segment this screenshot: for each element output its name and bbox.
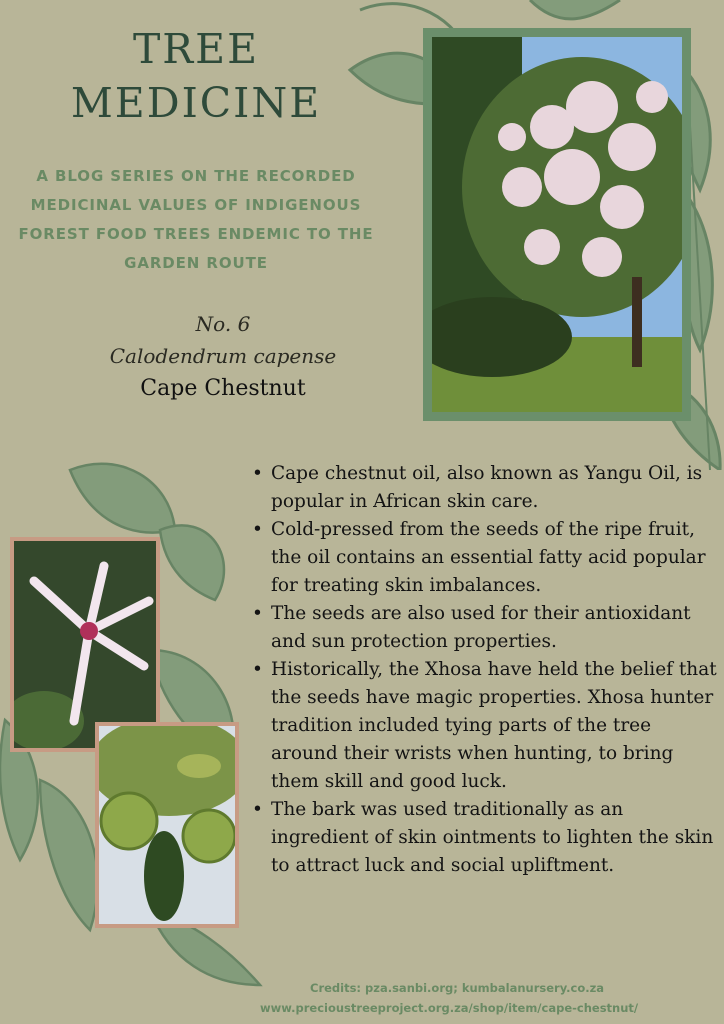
credits-sources: Credits: pza.sanbi.org; kumbalanursery.co.za xyxy=(310,981,605,995)
credits-url: www.precioustreeproject.org.za/shop/item/cape-chestnut/ xyxy=(260,1001,639,1015)
list-item: • The bark was used traditionally as an ingredient of skin ointments to lighten the skin to attract luck and social upliftment. xyxy=(250,796,720,880)
series-number: No. 6 xyxy=(195,312,251,336)
subtitle-line-2: MEDICINAL VALUES OF INDIGENOUS xyxy=(30,196,362,214)
list-item: • Cape chestnut oil, also known as Yangu Oil, is popular in African skin care. xyxy=(250,460,720,516)
title-line-2: MEDICINE xyxy=(70,79,322,127)
fruit-photo xyxy=(95,722,239,928)
facts-list xyxy=(250,460,720,880)
tree-photo-illustration xyxy=(432,37,682,412)
flower-photo xyxy=(10,537,160,752)
scientific-name: Calodendrum capense xyxy=(109,344,337,368)
list-item: • The seeds are also used for their antioxidant and sun protection properties. xyxy=(250,600,720,656)
page-title xyxy=(0,22,392,130)
title-line-1: TREE xyxy=(132,25,260,73)
list-item: • Cold-pressed from the seeds of the ripe fruit, the oil contains an essential fatty acid popular for treating skin imbalances. xyxy=(250,516,720,600)
tree-identification xyxy=(0,308,446,406)
flower-photo-illustration xyxy=(14,541,156,748)
subtitle-line-3: FOREST FOOD TREES ENDEMIC TO THE xyxy=(18,225,374,243)
fruit-photo-illustration xyxy=(99,726,235,924)
credits xyxy=(0,978,724,1018)
subtitle-line-4: GARDEN ROUTE xyxy=(124,254,268,272)
subtitle-line-1: A BLOG SERIES ON THE RECORDED xyxy=(36,167,356,185)
common-name: Cape Chestnut xyxy=(140,376,306,401)
tree-photo xyxy=(423,28,691,421)
list-item: • Historically, the Xhosa have held the belief that the seeds have magic properties. Xhosa hunter tradition included tying parts of the tree around their wrists when hunting, to bring them skill and good luck. xyxy=(250,656,720,796)
series-subtitle xyxy=(0,162,392,278)
